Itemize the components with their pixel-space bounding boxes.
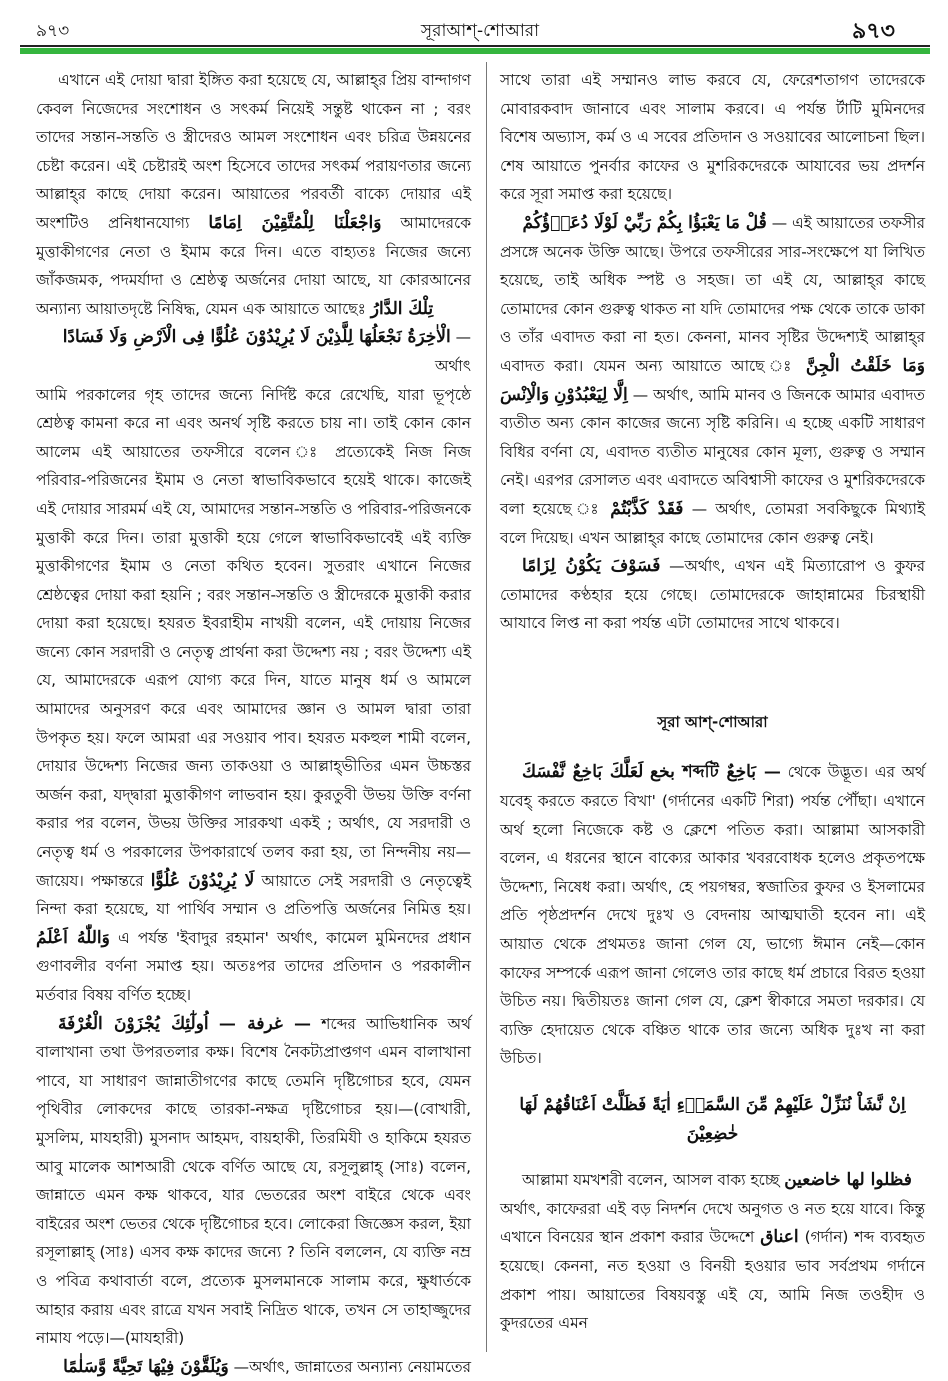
text: প্রসঙ্গে অনেক উক্তি আছে। উপরে তফসীরের সার-সংক্ষেপে যা লিখিত হয়েছে, তাই অধিক স্পষ্ট ও সহজ। তা এই যে, আল্লাহ্‌র কাছে তোমাদের কোন গুরুত্ব থাকত না যদি তোমাদের পক্ষ থেকে তাকে ডাকা ও তাঁর এবাদত করা না হত। কেননা, মানব সৃষ্টির উদ্দেশ্যই আল্লাহ্‌র এবাদত করা। যেমন অন্য আয়াতে আছে ঃ [500,242,925,375]
arabic-verse: فَسَوْفَ يَكُوْنُ لِزَامًا [522,556,661,577]
arabic-phrase: فظلوا لها خاضعين [784,1170,912,1191]
text: —অর্থাৎ, এখন এই মিত্যারোপ ও কুফর [669,557,925,576]
arabic-line [36,323,471,380]
page-number-left: ৯৭৩ [36,21,70,41]
surah-heading: সূরা আশ্‌-শোআরা [657,712,768,731]
arabic-verse: وَيُلَقَّوْنَ فِيْهَا تَحِيَّةً وَّسَلٰمًا [63,1356,229,1377]
paragraph [500,552,925,638]
arabic-word: اعناق [760,1227,799,1248]
text: —অর্থাৎ, জান্নাতের অন্যান্য নেয়ামতের [233,1357,471,1376]
text: — অর্থাৎ, তোমরা সবকিছুকে মিথ্যাই বলে দিয়েছ। এখন আল্লাহ্‌র কাছে তোমাদের কোন গুরুত্ব নেই। [500,499,925,547]
arabic-word: — غرفة — [218,1013,312,1034]
right-column [500,66,925,1338]
arabic-verse: قُلْ مَا يَعْبَؤُا بِكُمْ رَبِّيْ لَوْلَا دُعَاۤؤُكُمْ [522,212,767,233]
text: (গর্দান) শব্দ ব্যবহৃত হয়েছে। কেননা, নত হওয়া ও বিনয়ী হওয়ার ভাব সর্বপ্রথম গর্দানে প্রকাশ পায়। আয়াতের বিষয়বস্তু এই যে, আমি নিজ তওহীদ ও কুদরতের এমন [500,1228,925,1333]
arabic-verse: وَمَا خَلَقْتُ الْجِنَّ وَالْاِنْسَ [500,355,925,405]
page-header [0,0,948,62]
text: — অর্থাৎ [435,328,471,375]
text: সাথে তারা এই সম্মানও লাভ করবে যে, ফেরেশতাগণ তাদেরকে মোবারকবাদ জানাবে এবং সালাম করবে। এ পর্যন্ত ৰ্টাটি মুমিনদের বিশেষ অভ্যাস, কর্ম ও এ সবের প্রতিদান ও সওয়াবের আলোচনা ছিল। শেষ আয়াতে পুনর্বার কাফের ও মুশরিকদেরকে আযাবের ভয় প্রদর্শন করে সূরা সমাপ্ত করা হয়েছে। [500,71,925,204]
left-column [36,66,471,1381]
arabic-verse: لَا يُرِيْدُوْنَ عُلُوًّا [150,870,255,891]
header-green-bar [20,48,930,54]
column-divider [486,62,487,1352]
text: এখানে এই দোয়া দ্বারা ইঙ্গিত করা হয়েছে যে, আল্লাহ্‌র প্রিয় বান্দাগণ কেবল নিজেদের সংশোধন ও সৎকর্ম নিয়েই সন্তুষ্ট থাকেন না ; বরং তাদের সন্তান-সন্ততি ও স্ত্রীদেরও আমল সংশোধন এবং চরিত্র উন্নয়নের চেষ্টা করেন। এই চেষ্টারই অংশ হিসেবে তাদের সৎকর্ম পরায়ণতার জন্যে আল্লাহ্‌র কাছে দোয়া করেন। আয়াতের পরবর্তী বাক্যে দোয়ার এই অংশটিও প্রনিধানযোগ্য [36,71,471,232]
text: অর্থাৎ, কাফেররা এই বড় নিদর্শন দেখে অনুগত ও নত হয়ে যাবে। কিন্তু এখানে বিনয়ের স্থান প্রকাশ করার উদ্দেশে [500,1199,925,1247]
paragraph [500,758,925,1073]
text: আয়াতে সেই সরদারী ও নেতৃত্বেই নিন্দা করা হয়েছে, যা পার্থিব সম্মান ও প্রতিপত্তি অর্জনের নিমিত্ত হয়। [36,871,471,919]
text: — এই আয়াতের তফসীর [771,213,925,232]
text: থেকে উদ্ভূত। এর অর্থ যবেহ্‌ করতে করতে বিখা' (গর্দানের একটি শিরা) পর্যন্ত পৌঁছা। এখানে অর্থ হলো নিজেকে কষ্ট ও ক্লেশে পতিত করা। আল্লামা আসকারী বলেন, এ ধরনের স্থানে বাক্যের আকার খবরবোধক হলেও প্রকৃতপক্ষে উদ্দেশ্য, নিষেধ করা। অর্থাৎ, হে পয়গম্বর, স্বজাতির কুফর ও ইসলামের প্রতি পৃষ্ঠপ্রদর্শন দেখে দুঃখ ও বেদনায় আত্মঘাতী হবেন না। এই আয়াত থেকে প্রথমতঃ জানা গেল যে, ভাগ্যে ঈমান নেই—কোন কাফের সম্পর্কে এরূপ জানা গেলেও তার কাছে ধর্ম প্রচারে বিরত হওয়া উচিত নয়। দ্বিতীয়তঃ জানা গেল যে, ক্লেশ স্বীকারে সমতা দরকার। যে ব্যক্তি হেদায়েত থেকে বঞ্চিত থাকে তার জন্যে অধিক দুঃখ না করা উচিত। [500,763,925,1068]
paragraph [36,381,471,1010]
arabic-verse: تِلْكَ الدَّارُ [370,298,434,319]
paragraph [500,238,925,553]
text: এ পর্যন্ত 'ইবাদুর রহমান' অর্থাৎ, কামেল মুমিনদের প্রধান গুণাবলীর বর্ণনা সমাপ্ত হয়। অতঃপর তাদের প্রতিদান ও পরকালীন মর্তবার বিষয় বর্ণিত হচ্ছে। [36,928,471,1004]
paragraph [500,66,925,209]
arabic-verse: اُولٰٓئِكَ يُجْزَوْنَ الْغُرْفَةَ [58,1013,209,1034]
paragraph [36,1010,471,1353]
arabic-verse: فَقَدْ كَذَّبْتُمْ [610,498,684,519]
arabic-verse: لَعَلَّكَ بَاخِعٌ نَّفْسَكَ [522,762,644,783]
arabic-verse: الْاٰخِرَةُ نَجْعَلُهَا لِلَّذِيْنَ لَا يُرِيْدُوْنَ عُلُوًّا فِى الْاَرْضِ وَلَا فَسَادًا [62,327,451,348]
paragraph [500,1195,925,1338]
arabic-verse: اِلَّا لِيَعْبُدُوْنِ [554,384,628,405]
arabic-verse-block [500,1091,925,1148]
arabic-line [36,1353,471,1381]
arabic-verse: وَاللّٰهُ اَعْلَمُ [36,927,110,948]
arabic-word: — بَاخِعٌ শব্দটি بخع [650,762,781,783]
paragraph [500,1166,925,1195]
header-rule [20,45,930,47]
running-title: সূরাআশ্‌-শোআরা [420,21,540,41]
text: — অর্থাৎ, আমি মানব ও জিনকে আমার এবাদত ব্যতীত অন্য কোন কাজের জন্যে সৃষ্টি করিনি। এ হচ্ছে একটি সাধারণ বিধির বর্ণনা যে, এবাদত ব্যতীত মানুষের কোন মূল্য, গুরুত্ব ও সম্মান নেই। এরপর রেসালত এবং এবাদতে অবিশ্বাসী কাফের ও মুশরিকদেরকে বলা হয়েছে ঃ [500,385,925,518]
arabic-line [500,209,925,238]
text: আল্লামা যমখশরী বলেন, আসল বাক্য হচ্ছে [522,1171,780,1190]
paragraph [36,66,471,323]
page-number-right: ৯৭৩ [852,19,895,44]
arabic-verse: اِنْ نَّشَاْ نُنَزِّلْ عَلَيْهِمْ مِّنَ السَّمَاۤءِ اٰيَةً فَظَلَّتْ اَعْنَاقُهُمْ لَهَا خٰضِعِيْنَ [519,1095,906,1144]
arabic-verse: وَاجْعَلْنَا لِلْمُتَّقِيْنَ اِمَامًا [208,212,382,233]
text: আমি পরকালের গৃহ তাদের জন্যে নির্দিষ্ট করে রেখেছি, যারা ভূপৃষ্ঠে শ্রেষ্ঠত্ব কামনা করে না এবং অনর্থ সৃষ্টি করতে চায় না। তাই কোন কোন আলেম এই আয়াতের তফসীরে বলেন ঃ প্রত্যেকেই নিজ নিজ পরিবার-পরিজনের ইমাম ও নেতা স্বাভাবিকভাবে হয়েই থাকে। কাজেই এই দোয়ার সারমর্ম এই যে, আমাদের সন্তান-সন্ততি ও পরিবার-পরিজনকে মুত্তাকী করে দিন। তারা মুত্তাকী হয়ে গেলে স্বাভাবিকভাবেই এই ব্যক্তি মুত্তাকীগণের ইমাম ও নেতা কথিত হবেন। সুতরাং এখানে নিজের শ্রেষ্ঠত্বের দোয়া করা হয়নি ; বরং সন্তান-সন্ততি ও স্ত্রীদেরকে মুত্তাকী করার দোয়া করা হয়েছে। হযরত ইবরাহীম নাখয়ী বলেন, এই দোয়ায় নিজের জন্যে কোন সরদারী ও নেতৃত্ব প্রার্থনা করা উদ্দেশ্য নয় ; বরং উদ্দেশ্য এই যে, আমাদেরকে এরূপ যোগ্য করে দিন, যাতে মানুষ ধর্ম ও আমলে আমাদের অনুসরণ করে এবং আমাদের জ্ঞান ও আমল দ্বারা তারা উপকৃত হয়। ফলে আমরা এর সওয়াব পাব। হযরত মকহুল শামী বলেন, দোয়ার উদ্দেশ্য নিজের জন্য তাকওয়া ও আল্লাহ্‌ভীতির এমন উচ্চস্তর অর্জন করা, যদ্দ্বারা মুত্তাকীগণ লাভবান হয়। কুরতুবী উভয় উক্তি বর্ণনা করার পর বলেন, উভয় উক্তির সারকথা একই ; অর্থাৎ, যে সরদারী ও নেতৃত্ব ধর্ম ও পরকালের উপকারার্থে তলব করা হয়, তা নিন্দনীয় নয়—জায়েয। পক্ষান্তরে [36,385,471,890]
text: শব্দের আভিধানিক অর্থ বালাখানা তথা উপরতলার কক্ষ। বিশেষ নৈকট্যপ্রাপ্তগণ এমন বালাখানা পাবে, যা সাধারণ জান্নাতীগণের কাছে তেমনি দৃষ্টিগোচর হবে, যেমন পৃথিবীর লোকদের কাছে তারকা-নক্ষত্র দৃষ্টিগোচর হয়।—(বোখারী, মুসলিম, মাযহারী) মুসনাদ আহমদ, বায়হাকী, তিরমিযী ও হাকিমে হযরত আবু মালেক আশআরী থেকে বর্ণিত আছে যে, রসূলুল্লাহ্‌ (সাঃ) বলেন, জান্নাতে এমন কক্ষ থাকবে, যার ভেতরের অংশ বাইরে থেকে এবং বাইরের অংশ ভেতর থেকে দৃষ্টিগোচর হবে। লোকেরা জিজ্ঞেস করল, ইয়া রসূলাল্লাহ্‌ (সাঃ) এসব কক্ষ কাদের জন্যে ? তিনি বললেন, যে ব্যক্তি নম্র ও পবিত্র কথাবার্তা বলে, প্রত্যেক মুসলমানকে সালাম করে, ক্ষুধার্তকে আহার করায় এবং রাত্রে যখন সবাই নিদ্রিত থাকে, তখন সে তাহাজ্জুদের নামায পড়ে।—(মাযহারী) [36,1014,471,1348]
text: আমাদেরকে মুত্তাকীগণের নেতা ও ইমাম করে দিন। এতে বাহ্যতঃ নিজের জন্যে জাঁকজমক, পদমর্যাদা ও শ্রেষ্ঠত্ব অর্জনের দোয়া আছে, যা কোরআনের অন্যান্য আয়াতদৃষ্টে নিষিদ্ধ, যেমন এক আয়াতে আছেঃ [36,213,471,318]
text: তোমাদের কণ্ঠহার হয়ে গেছে। তোমাদেরকে জাহান্নামের চিরস্থায়ী আযাবে লিপ্ত না করা পর্যন্ত এটা তোমাদের সাথে থাকবে। [500,585,925,633]
